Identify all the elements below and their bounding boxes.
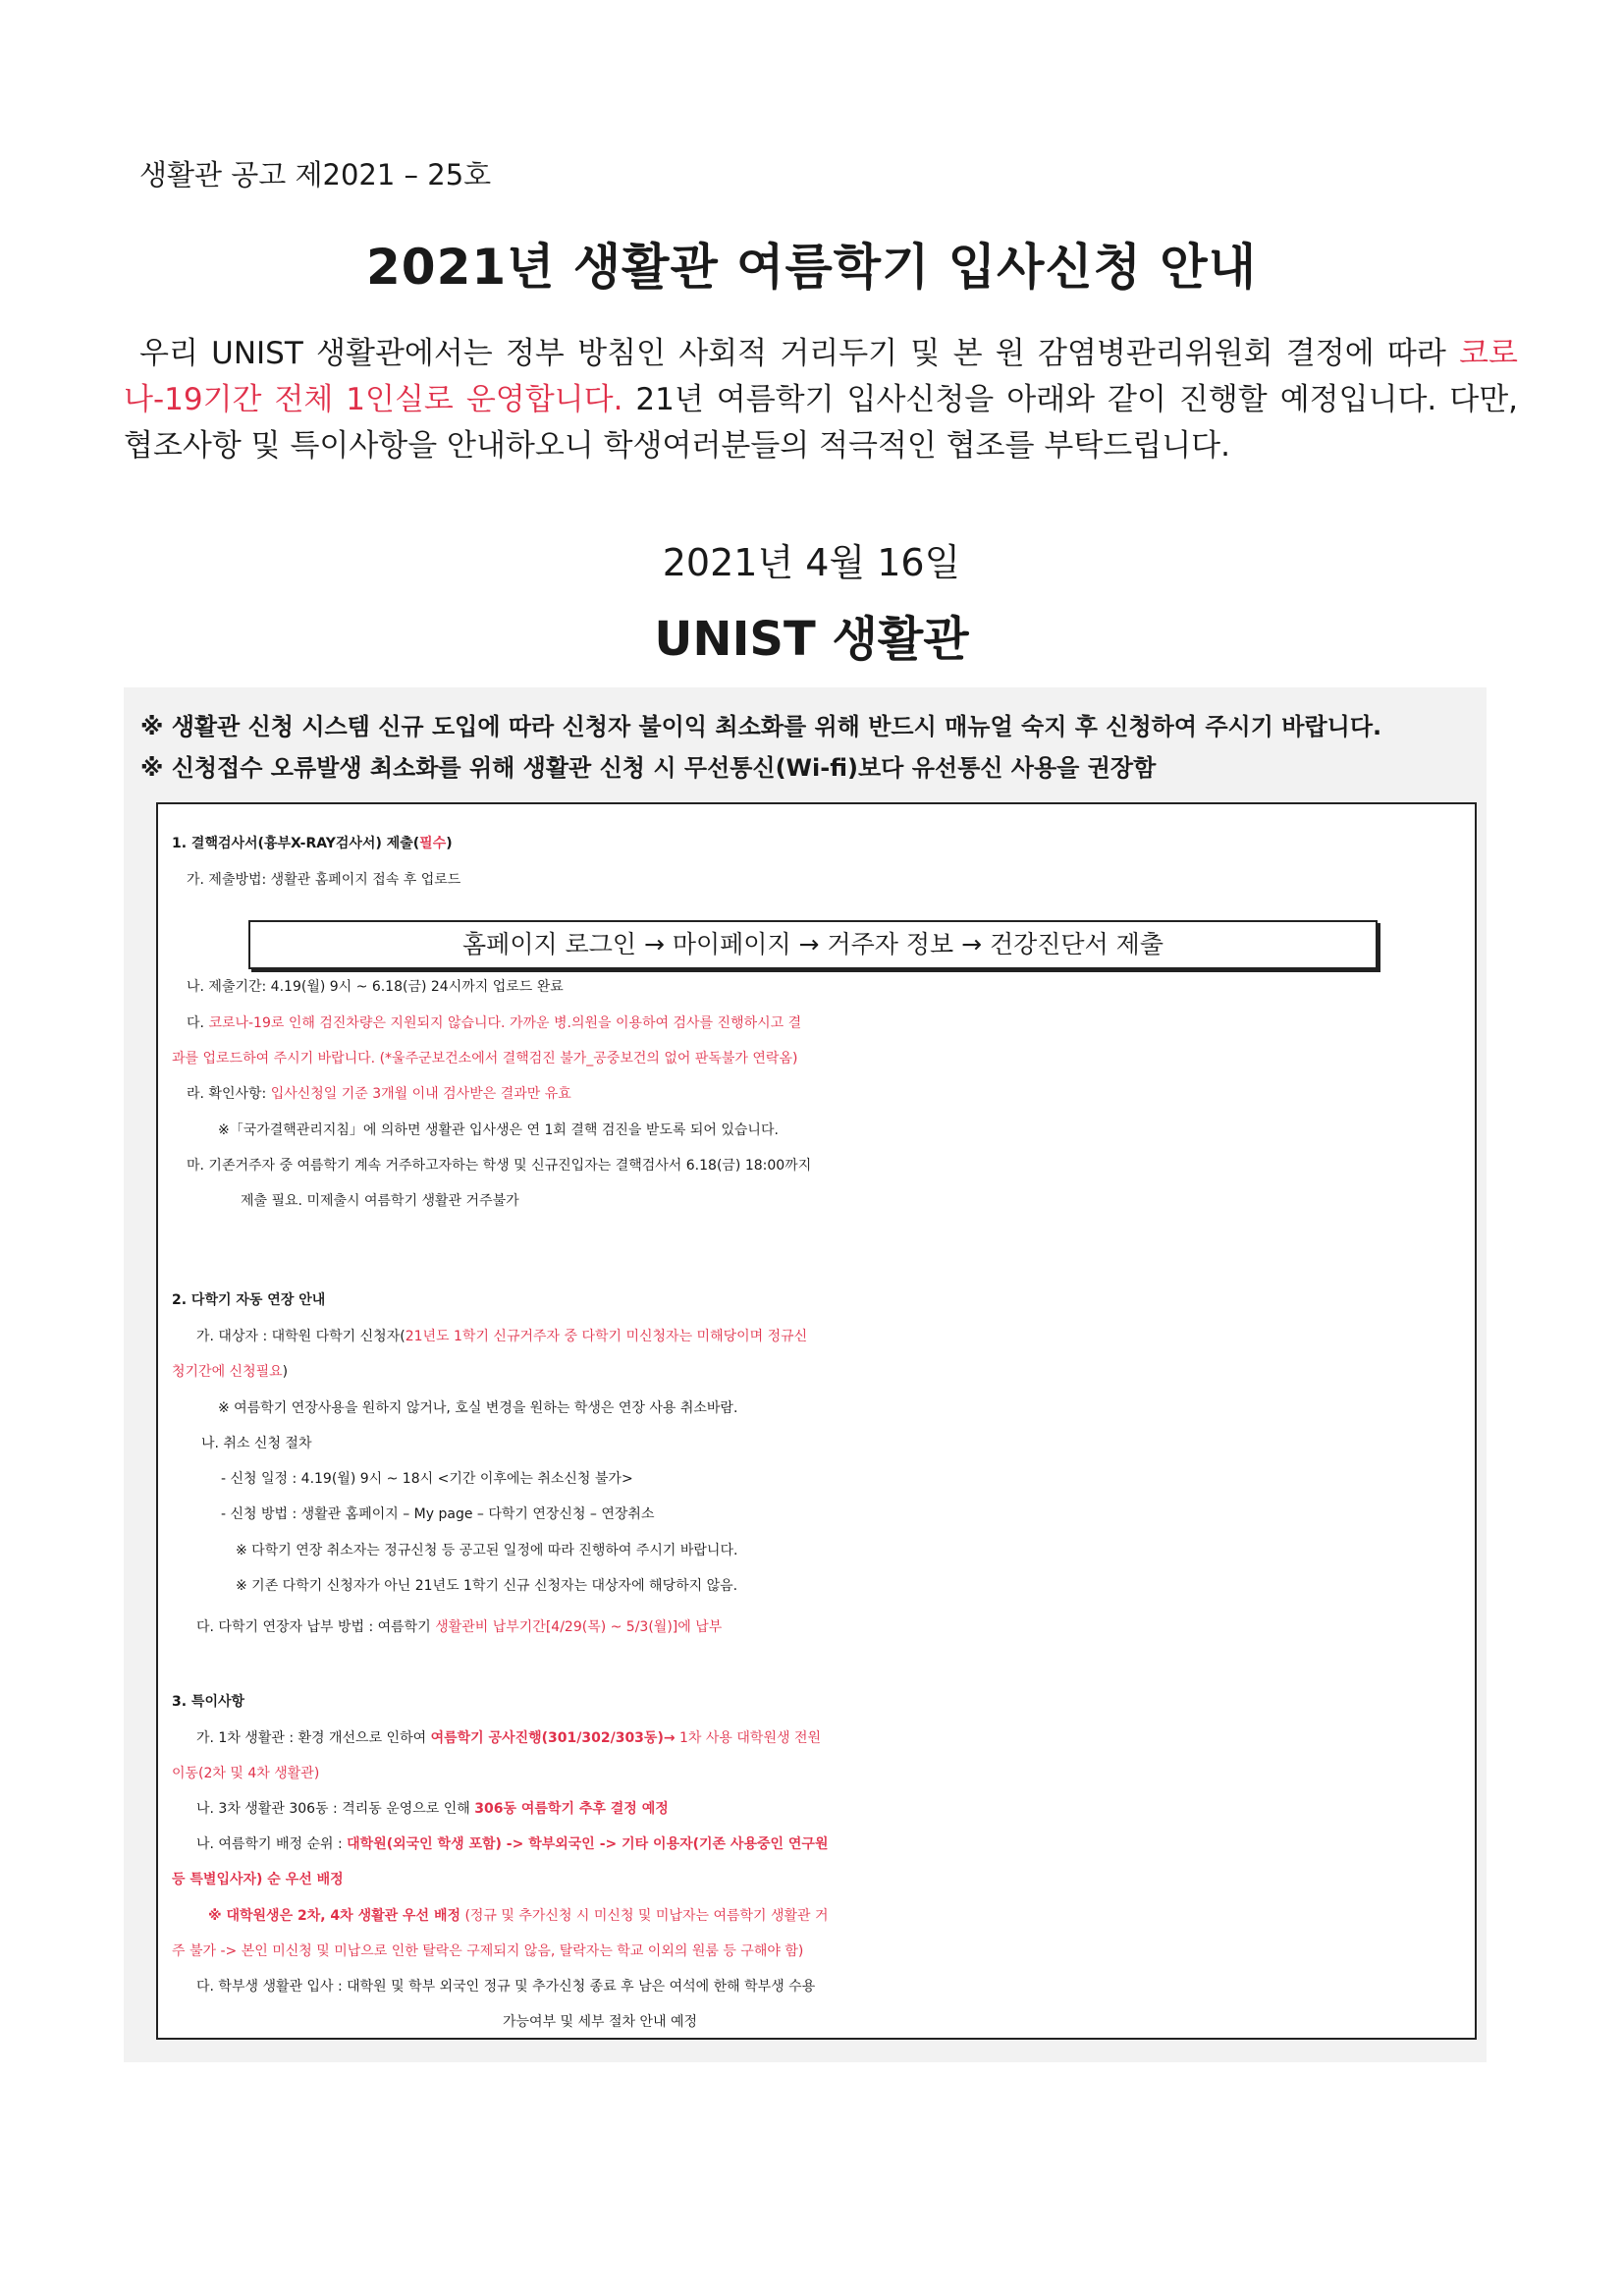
- section2-note2: ※ 다학기 연장 취소자는 정규신청 등 공고된 일정에 따라 진행하여 주시기 바랍니다.: [236, 1543, 738, 1558]
- section2-na-method: - 신청 방법 : 생활관 홈페이지 – My page – 다학기 연장신청 – 연장취소: [221, 1506, 655, 1522]
- section2-da: 다. 다학기 연장자 납부 방법 : 여름학기 생활관비 납부기간[4/29(목) ~ 5/3(월)]에 납부: [196, 1619, 723, 1635]
- section2-na: 나. 취소 신청 절차: [201, 1436, 312, 1451]
- section2-na-schedule: - 신청 일정 : 4.19(월) 9시 ~ 18시 <기간 이후에는 취소신청 불가>: [221, 1471, 633, 1487]
- section1-da: 다. 코로나-19로 인해 검진차량은 지원되지 않습니다. 가까운 병.의원을 이용하여 검사를 진행하시고 결: [187, 1015, 802, 1031]
- section2-note1: ※ 여름학기 연장사용을 원하지 않거나, 호실 변경을 원하는 학생은 연장 사용 취소바람.: [218, 1400, 738, 1416]
- notice-date: 2021년 4월 16일: [662, 541, 961, 584]
- section3-ga: 가. 1차 생활관 : 환경 개선으로 인하여 여름학기 공사진행(301/302/303동)→ 1차 사용 대학원생 전원: [196, 1730, 822, 1746]
- intro-text-2: 21년 여름학기 입사신청을 아래와 같이 진행할 예정입니다. 다만, 협조사항 및 특이사항을 안내하오니 학생여러분들의 적극적인 협조를 부탁드립니다.: [124, 382, 1518, 464]
- section2-ga: 가. 대상자 : 대학원 다학기 신청자(21년도 1학기 신규거주자 중 다학기 미신청자는 미해당이며 정규신: [196, 1329, 808, 1344]
- section3-note-cont: 주 불가 -> 본인 미신청 및 미납으로 인한 탈락은 구제되지 않음, 탈락자는 학교 이외의 원룸 등 구해야 함): [172, 1943, 804, 1959]
- warning-line-2: ※ 신청접수 오류발생 최소화를 위해 생활관 신청 시 무선통신(Wi-fi)보다 유선통신 사용을 권장함: [140, 754, 1157, 782]
- page-title: 2021년 생활관 여름학기 입사신청 안내: [366, 239, 1257, 296]
- intro-highlight: 코로나-19기간 전체 1인실로 운영합니다.: [124, 336, 1518, 417]
- section1-ma: 마. 기존거주자 중 여름학기 계속 거주하고자하는 학생 및 신규진입자는 결핵검사서 6.18(금) 18:00까지: [187, 1158, 812, 1174]
- intro-text-1: 우리 UNIST 생활관에서는 정부 방침인 사회적 거리두기 및 본 원 감염병관리위원회 결정에 따라: [139, 336, 1460, 371]
- section3-ra-cont: 가능여부 및 세부 절차 안내 예정: [503, 2014, 698, 2030]
- section1-da-cont: 과를 업로드하여 주시기 바랍니다. (*울주군보건소에서 결핵검진 불가_공중보건의 없어 판독불가 연락옴): [172, 1051, 798, 1066]
- section1-ra: 라. 확인사항: 입사신청일 기준 3개월 이내 검사받은 결과만 유효: [187, 1086, 571, 1102]
- notice-number: 생활관 공고 제2021 – 25호: [139, 158, 492, 191]
- section2-heading: 2. 다학기 자동 연장 안내: [172, 1292, 326, 1308]
- section3-heading: 3. 특이사항: [172, 1694, 245, 1710]
- section1-na: 나. 제출기간: 4.19(월) 9시 ~ 6.18(금) 24시까지 업로드 완료: [187, 979, 564, 995]
- warning-line-1: ※ 생활관 신청 시스템 신규 도입에 따라 신청자 불이익 최소화를 위해 반드시 매뉴얼 숙지 후 신청하여 주시기 바랍니다.: [140, 713, 1382, 740]
- section1-ra-note: ※「국가결핵관리지침」에 의하면 생활관 입사생은 연 1회 결핵 검진을 받도록 되어 있습니다.: [218, 1122, 779, 1138]
- section2-note3: ※ 기존 다학기 신청자가 아닌 21년도 1학기 신규 신청자는 대상자에 해당하지 않음.: [236, 1578, 738, 1594]
- section2-ga-cont: 청기간에 신청필요): [172, 1364, 289, 1380]
- section3-da: 나. 여름학기 배정 순위 : 대학원(외국인 학생 포함) -> 학부외국인 -> 기타 이용자(기존 사용중인 연구원: [196, 1836, 829, 1852]
- section3-da-cont: 등 특별입사자) 순 우선 배정: [172, 1872, 344, 1887]
- section3-note: ※ 대학원생은 2차, 4차 생활관 우선 배정 (정규 및 추가신청 시 미신청 및 미납자는 여름학기 생활관 거: [208, 1908, 829, 1924]
- section1-heading: 1. 결핵검사서(흉부X-RAY검사서) 제출(필수): [172, 836, 453, 851]
- section3-ga-cont: 이동(2차 및 4차 생활관): [172, 1766, 320, 1781]
- section3-na: 나. 3차 생활관 306동 : 격리동 운영으로 인해 306동 여름학기 추후 결정 예정: [196, 1801, 669, 1817]
- section1-ma-cont: 제출 필요. 미제출시 여름학기 생활관 거주불가: [241, 1193, 519, 1209]
- section3-ra: 다. 학부생 생활관 입사 : 대학원 및 학부 외국인 정규 및 추가신청 종료 후 남은 여석에 한해 학부생 수용: [196, 1979, 816, 1995]
- organization-name: UNIST 생활관: [654, 612, 969, 667]
- upload-path-box: 홈페이지 로그인 → 마이페이지 → 거주자 정보 → 건강진단서 제출: [248, 920, 1378, 969]
- section1-ga: 가. 제출방법: 생활관 홈페이지 접속 후 업로드: [187, 872, 461, 888]
- intro-paragraph: [124, 331, 1518, 469]
